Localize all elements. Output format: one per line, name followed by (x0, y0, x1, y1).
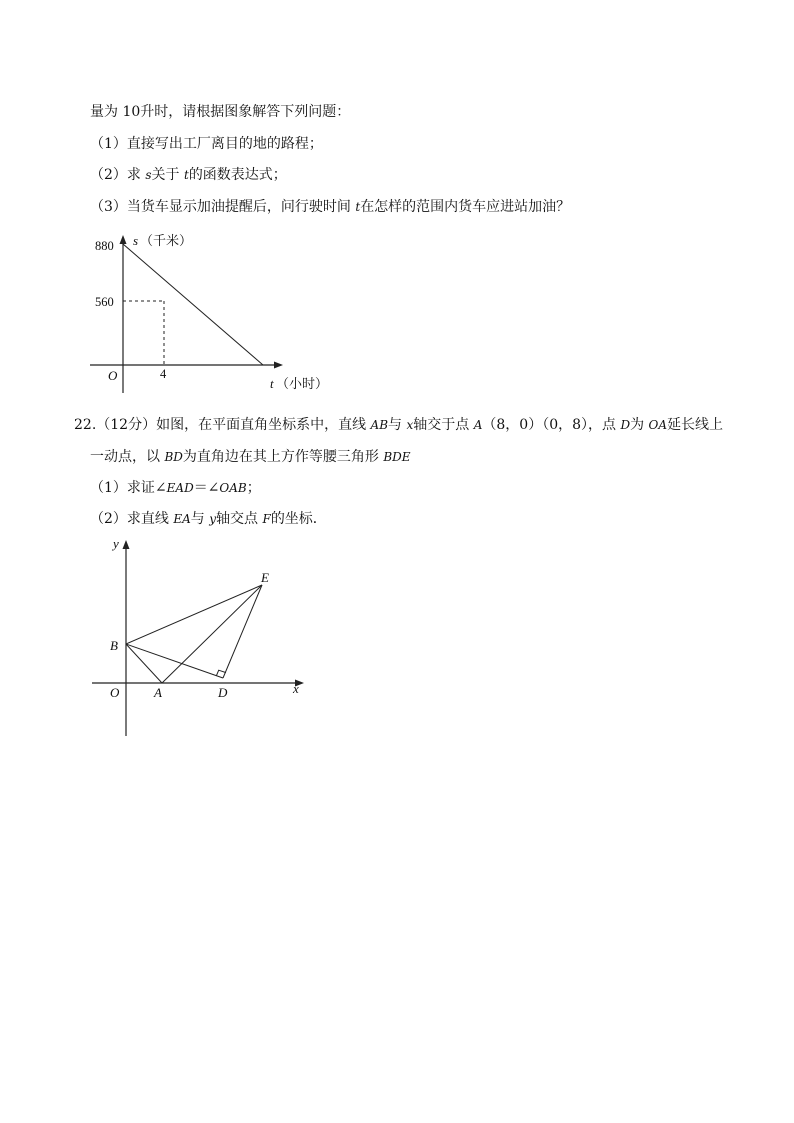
q21-part3 (90, 197, 570, 217)
q22-line2-BD: BD (164, 450, 183, 464)
q21-intro: 量为 10升时，请根据图象解答下列问题： (90, 104, 351, 120)
q22-line1-A: A (473, 418, 483, 432)
q21-part2-mid: 关于 (151, 167, 184, 183)
q22-y-label: y (113, 536, 119, 551)
q22-label-E: E (261, 570, 269, 585)
q22-part2 (90, 509, 327, 529)
q21-y-tick-560: 560 (95, 295, 114, 309)
q21-part1: （1）直接写出工厂离目的地的路程； (90, 136, 323, 152)
q21-part3-suffix: 在怎样的范围内货车应进站加油？ (360, 199, 571, 215)
q21-part3-prefix: （3）当货车显示加油提醒后，问行驶时间 (90, 199, 356, 215)
q22-line2 (90, 447, 411, 467)
q22-segment-BE (126, 585, 262, 644)
q21-x-arrow-icon (274, 362, 283, 369)
q22-part2-c: 轴交点 (216, 511, 263, 527)
q21-graph-line (123, 244, 263, 365)
q21-y-arrow-icon (120, 235, 127, 244)
q22-part2-d: 的坐标． (270, 511, 327, 527)
q22-part2-F: F (262, 512, 271, 526)
q22-line1-a: 22.（12分）如图，在平面直角坐标系中，直线 (74, 417, 371, 433)
q22-line1 (74, 415, 723, 435)
q21-part2-var-s: s (145, 168, 152, 182)
q21-y-var: s (133, 233, 139, 248)
q22-line1-x: x (406, 418, 414, 432)
q22-part2-EA: EA (173, 512, 191, 526)
q22-line1-ab: AB (370, 418, 389, 432)
q21-part2-suffix: 的函数表达式； (188, 167, 287, 183)
q22-geometry-figure (85, 533, 315, 743)
q22-label-B: B (110, 638, 118, 653)
q22-line2-b: 为直角边在其上方作等腰三角形 (182, 449, 384, 465)
q22-line1-b: 与 (388, 417, 407, 433)
q22-line1-f: 延长线上 (667, 417, 724, 433)
q21-y-unit: （千米） (140, 233, 193, 248)
q21-part3-var-t: t (355, 200, 361, 214)
q22-line1-d: （8，0）（0，8），点 (482, 417, 621, 433)
q21-x-unit: （小时） (276, 376, 329, 391)
q22-part2-b: 与 (190, 511, 210, 527)
q21-y-tick-880: 880 (95, 239, 114, 253)
q22-part1-OAB: OAB (219, 481, 247, 495)
q22-y-arrow-icon (123, 540, 130, 549)
q22-line2-a: 一动点，以 (90, 449, 165, 465)
q22-part2-a: （2）求直线 (90, 511, 174, 527)
q22-line1-e: 为 (630, 417, 649, 433)
q22-label-A: A (154, 685, 162, 700)
q22-line2-BDE: BDE (383, 450, 411, 464)
q21-x-tick-4: 4 (160, 367, 167, 381)
q22-part1-a: （1）求证∠ (90, 480, 167, 496)
q22-part1-c: ； (246, 480, 261, 496)
q22-part1-EAD: EAD (166, 481, 194, 495)
q22-line1-OA: OA (648, 418, 668, 432)
q22-part2-y: y (209, 512, 217, 526)
q21-distance-time-graph (80, 225, 350, 400)
q22-part1 (90, 478, 261, 498)
q21-x-var: t (270, 376, 274, 391)
q22-label-D: D (218, 685, 228, 700)
q21-part2-var-t: t (183, 168, 189, 182)
q22-label-O: O (110, 685, 120, 700)
q22-line1-c: 轴交于点 (413, 417, 474, 433)
q21-origin-label: O (108, 368, 118, 383)
q22-x-label: x (293, 681, 299, 696)
q21-part2-prefix: （2）求 (90, 167, 146, 183)
q22-segment-AE (162, 585, 262, 683)
q22-line1-D: D (620, 418, 631, 432)
q22-part1-b: ＝∠ (193, 480, 220, 496)
q21-part2 (90, 165, 287, 185)
q22-segment-BD (126, 644, 223, 678)
